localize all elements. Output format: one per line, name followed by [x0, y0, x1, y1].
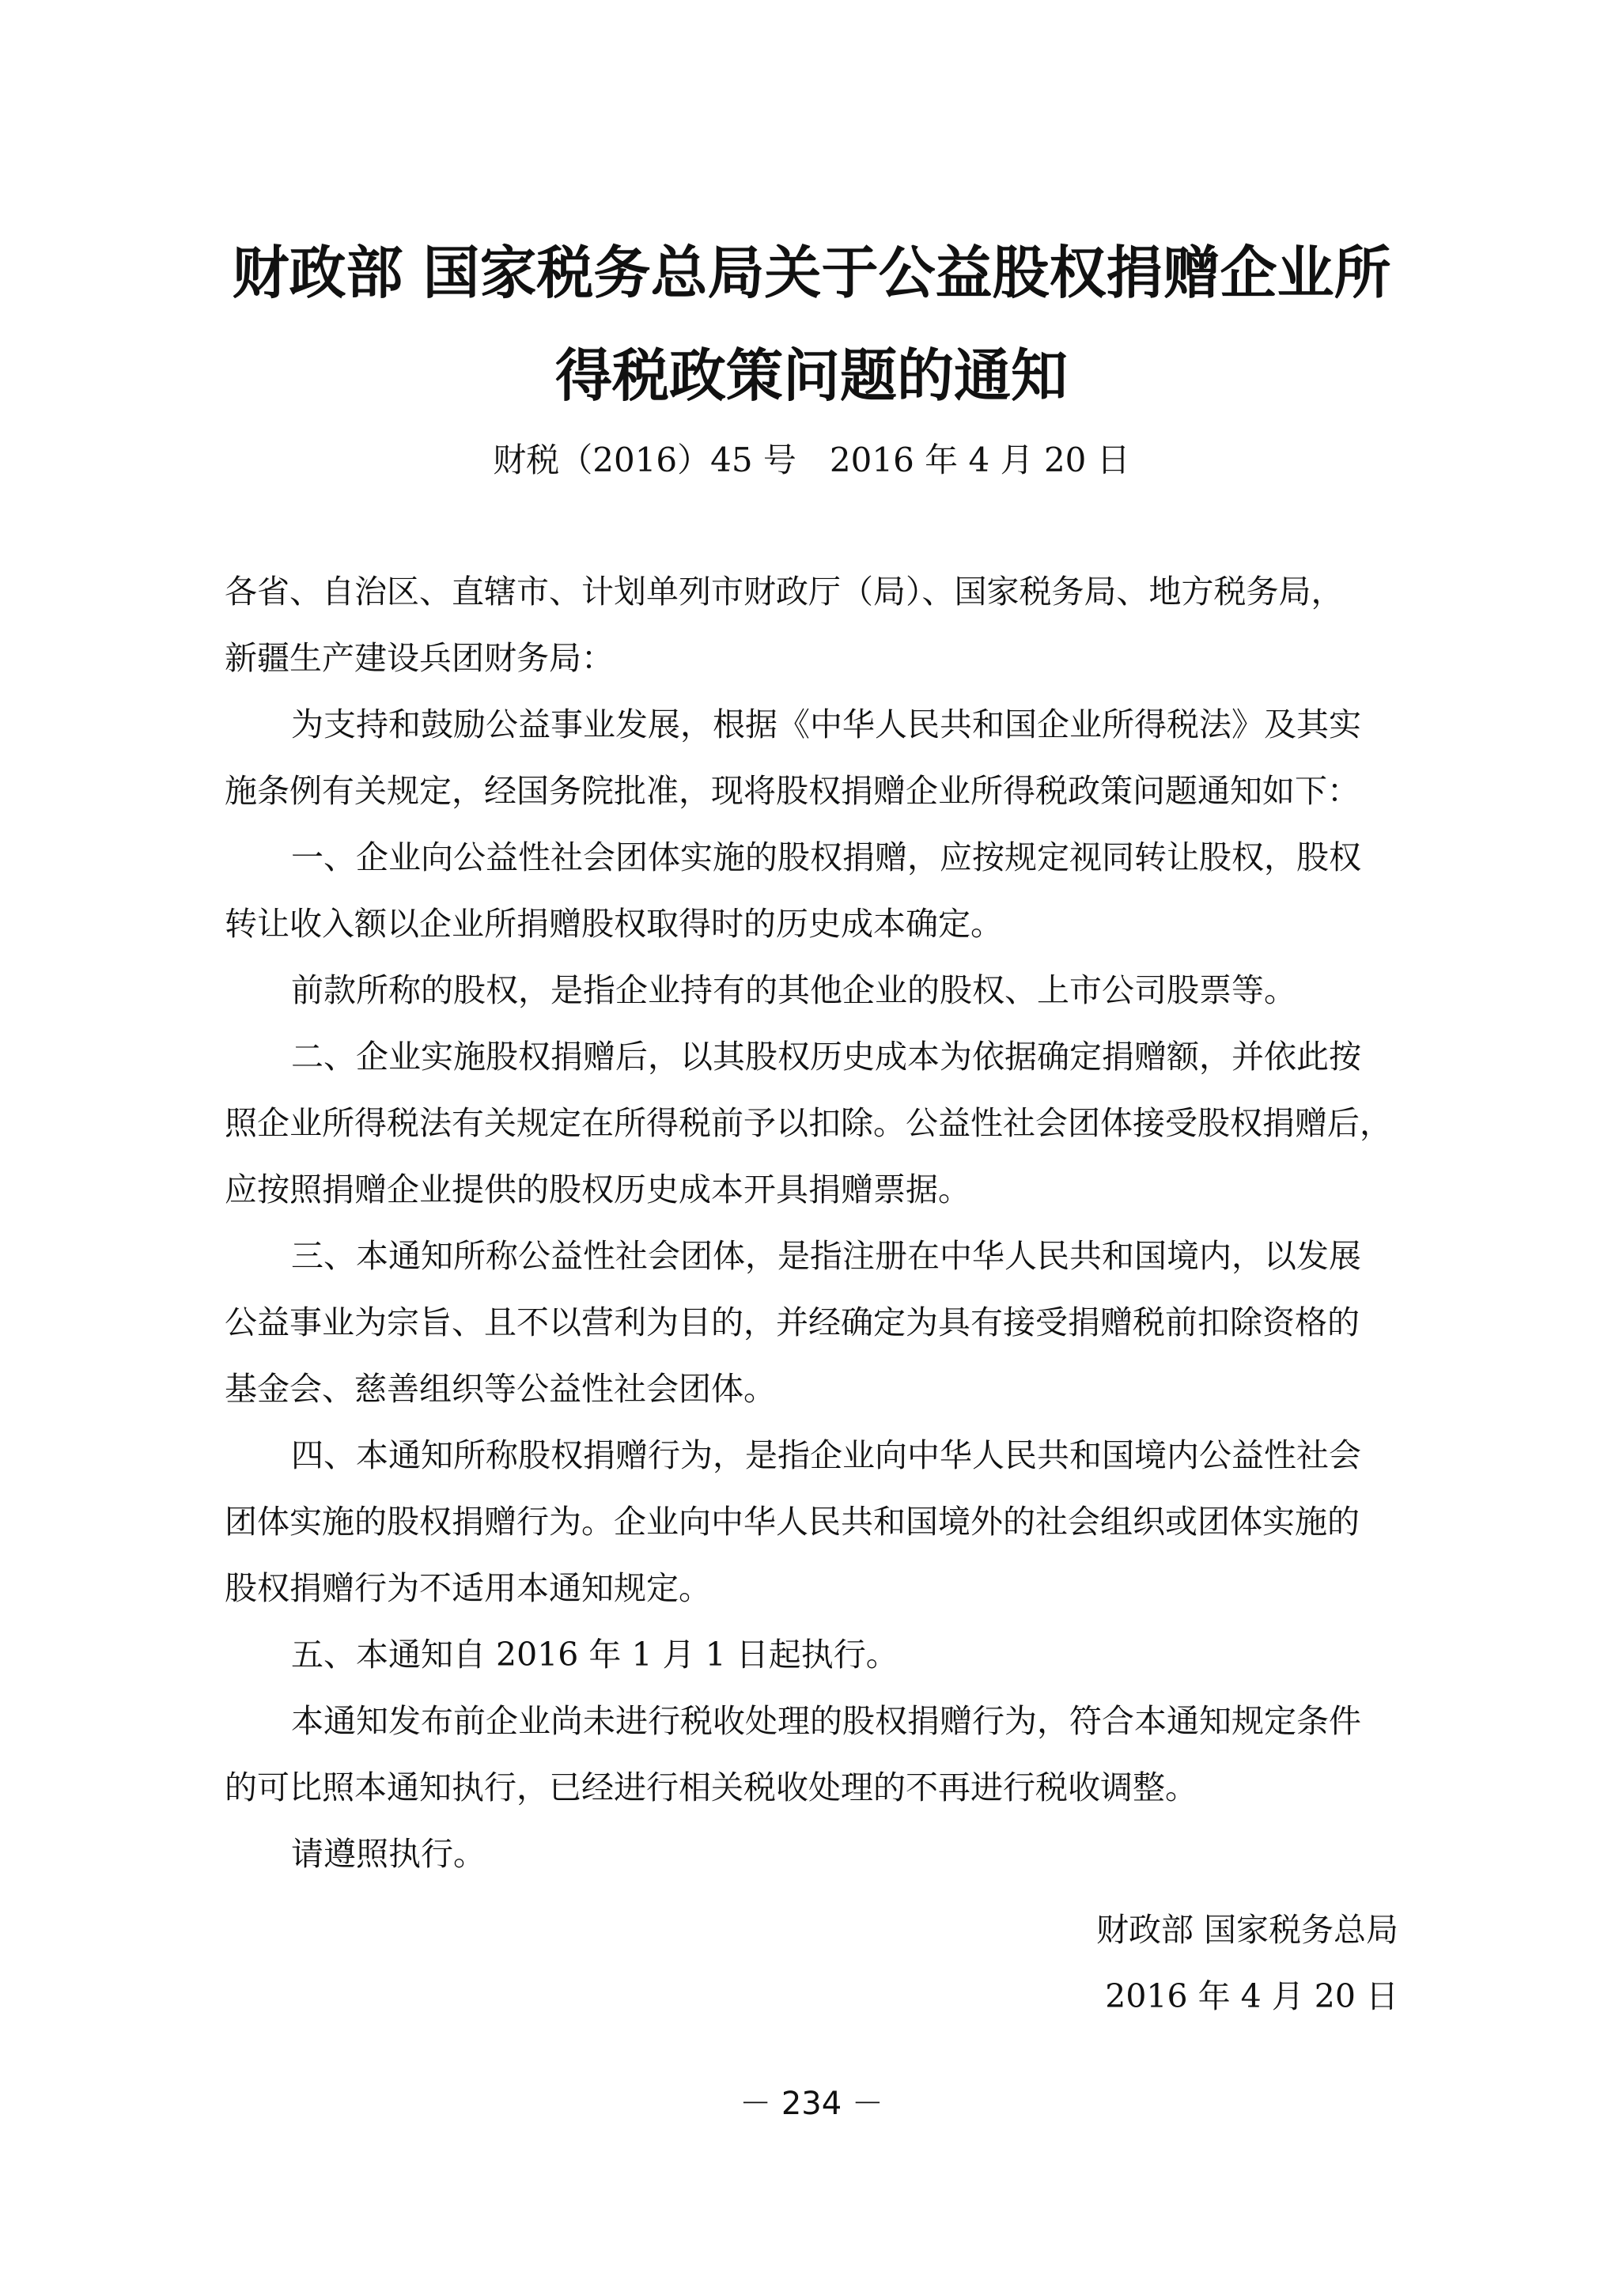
paragraph-line: 转让收入额以企业所捐赠股权取得时的历史成本确定。 [225, 905, 1003, 943]
paragraph-line: 照企业所得税法有关规定在所得税前予以扣除。公益性社会团体接受股权捐赠后， [225, 1104, 1392, 1142]
paragraph-line: 一、企业向公益性社会团体实施的股权捐赠，应按规定视同转让股权，股权 [291, 838, 1361, 876]
document-number-and-date: 财税（2016）45 号 2016 年 4 月 20 日 [493, 441, 1130, 479]
paragraph-line: 四、本通知所称股权捐赠行为，是指企业向中华人民共和国境内公益性社会 [291, 1436, 1361, 1474]
signature-org: 财政部 国家税务总局 [1095, 1911, 1398, 1949]
paragraph-line: 本通知发布前企业尚未进行税收处理的股权捐赠行为，符合本通知规定条件 [291, 1702, 1361, 1740]
addressee-line: 各省、自治区、直辖市、计划单列市财政厅（局）、国家税务局、地方税务局， [225, 573, 1344, 611]
paragraph-line: 二、企业实施股权捐赠后，以其股权历史成本为依据确定捐赠额，并依此按 [291, 1038, 1361, 1076]
document-title-line-1: 财政部 国家税务总局关于公益股权捐赠企业所 [232, 240, 1391, 306]
signature-date: 2016 年 4 月 20 日 [1105, 1977, 1398, 2015]
paragraph-line: 股权捐赠行为不适用本通知规定。 [225, 1569, 711, 1607]
paragraph-line: 五、本通知自 2016 年 1 月 1 日起执行。 [291, 1636, 899, 1674]
paragraph-line: 基金会、慈善组织等公益性社会团体。 [225, 1370, 776, 1408]
paragraph-line: 施条例有关规定，经国务院批准，现将股权捐赠企业所得税政策问题通知如下： [225, 772, 1360, 810]
paragraph-line: 前款所称的股权，是指企业持有的其他企业的股权、上市公司股票等。 [291, 971, 1296, 1009]
addressee-line: 新疆生产建设兵团财务局： [225, 639, 614, 677]
paragraph-line: 请遵照执行。 [291, 1835, 486, 1873]
paragraph-line: 团体实施的股权捐赠行为。企业向中华人民共和国境外的社会组织或团体实施的 [225, 1503, 1360, 1541]
paragraph-line: 为支持和鼓励公益事业发展，根据《中华人民共和国企业所得税法》及其实 [291, 705, 1361, 743]
paragraph-line: 的可比照本通知执行，已经进行相关税收处理的不再进行税收调整。 [225, 1768, 1197, 1806]
paragraph-line: 三、本通知所称公益性社会团体，是指注册在中华人民共和国境内，以发展 [291, 1237, 1361, 1275]
document-title-line-2: 得税政策问题的通知 [554, 342, 1068, 409]
paragraph-line: 应按照捐赠企业提供的股权历史成本开具捐赠票据。 [225, 1171, 970, 1209]
paragraph-line: 公益事业为宗旨、且不以营利为目的，并经确定为具有接受捐赠税前扣除资格的 [225, 1303, 1360, 1341]
page-number: － 234 － [740, 2086, 883, 2122]
